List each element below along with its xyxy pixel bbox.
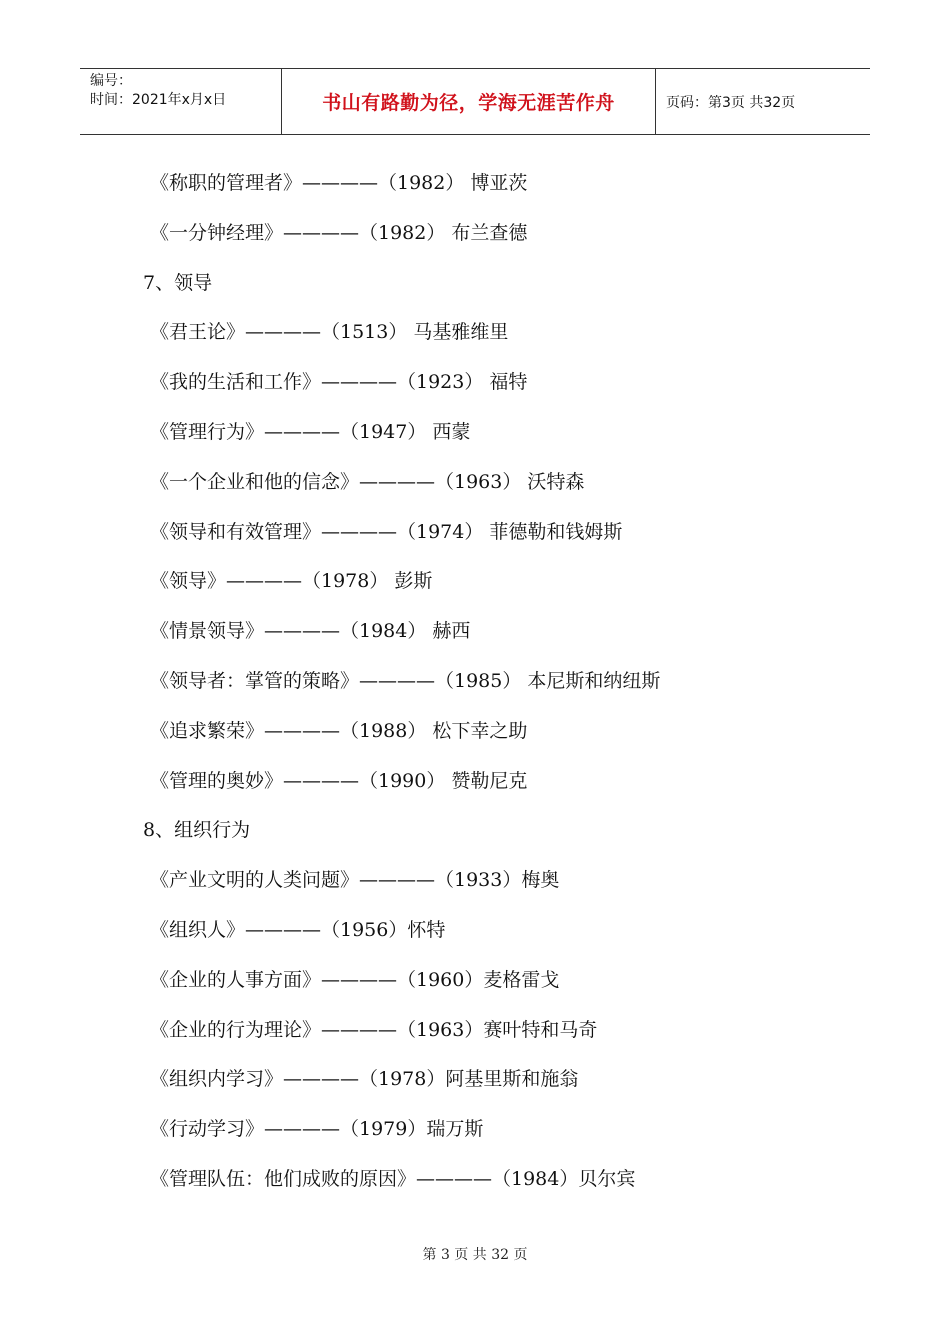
page-footer: 第 3 页 共 32 页 xyxy=(422,1247,528,1263)
header-page-cell xyxy=(656,69,870,134)
book-entry: 《行动学习》————（1979）瑞万斯 xyxy=(150,1118,484,1140)
book-entry: 《追求繁荣》————（1988） 松下幸之助 xyxy=(150,720,528,742)
book-entry: 《一个企业和他的信念》————（1963） 沃特森 xyxy=(150,471,585,493)
header-motto-cell xyxy=(282,69,656,134)
book-entry: 《君王论》————（1513） 马基雅维里 xyxy=(150,321,509,343)
book-entry: 《企业的人事方面》————（1960）麦格雷戈 xyxy=(150,969,560,991)
book-entry: 《一分钟经理》————（1982） 布兰查德 xyxy=(150,222,528,244)
book-entry: 《领导和有效管理》————（1974） 菲德勒和钱姆斯 xyxy=(150,521,623,543)
book-entry: 《我的生活和工作》————（1923） 福特 xyxy=(150,371,528,393)
section-heading: 7、领导 xyxy=(143,272,213,294)
document-date-label: 时间：2021年x月x日 xyxy=(90,92,227,108)
book-entry: 《领导者：掌管的策略》————（1985） 本尼斯和纳纽斯 xyxy=(150,670,661,692)
book-entry: 《管理行为》————（1947） 西蒙 xyxy=(150,421,471,443)
page-header xyxy=(80,68,870,135)
book-entry: 《组织内学习》————（1978）阿基里斯和施翁 xyxy=(150,1068,579,1090)
book-entry: 《领导》————（1978） 彭斯 xyxy=(150,570,433,592)
section-heading: 8、组织行为 xyxy=(143,819,251,841)
motto-text: 书山有路勤为径，学海无涯苦作舟 xyxy=(322,92,615,114)
book-entry: 《管理的奥妙》————（1990） 赞勒尼克 xyxy=(150,770,528,792)
book-entry: 《产业文明的人类问题》————（1933）梅奥 xyxy=(150,869,560,891)
book-entry: 《称职的管理者》————（1982） 博亚茨 xyxy=(150,172,528,194)
book-entry: 《组织人》————（1956）怀特 xyxy=(150,919,446,941)
page-info: 页码：第3页 共32页 xyxy=(666,95,796,111)
book-entry: 《企业的行为理论》————（1963）赛叶特和马奇 xyxy=(150,1019,598,1041)
document-number-label: 编号： xyxy=(90,73,132,89)
header-info-cell xyxy=(80,69,282,134)
book-entry: 《情景领导》————（1984） 赫西 xyxy=(150,620,471,642)
book-entry: 《管理队伍：他们成败的原因》————（1984）贝尔宾 xyxy=(150,1168,636,1190)
